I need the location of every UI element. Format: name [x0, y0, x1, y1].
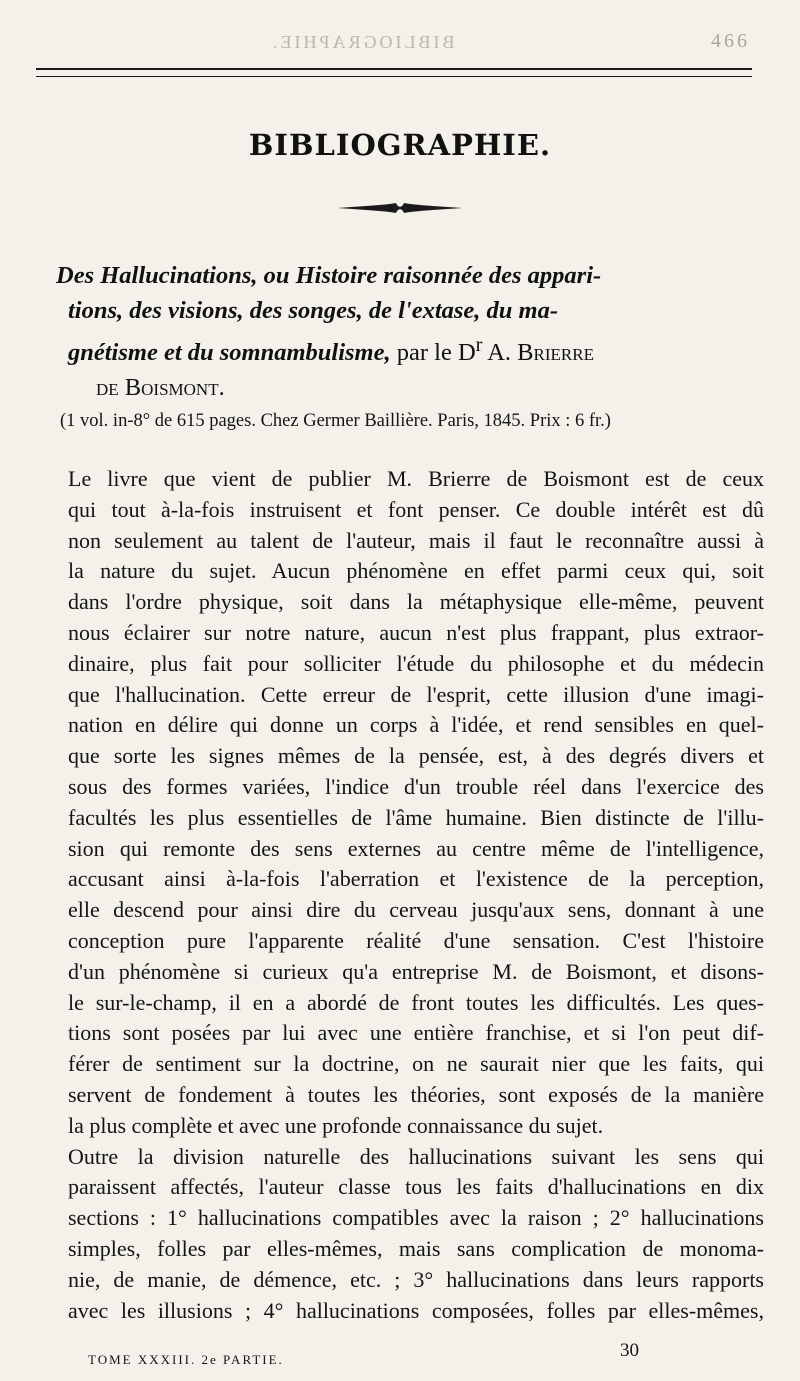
- paragraph-2: [56, 1142, 764, 1327]
- text-line: la plus complète et avec une profonde connaissance du sujet.: [68, 1112, 604, 1138]
- text-line: avec les illusions ; 4° hallucinations composées, folles par elles-mêmes,: [68, 1297, 764, 1323]
- author-name: A. Brierre: [482, 339, 594, 367]
- text-line: conception pure l'apparente réalité d'une sensation. C'est l'histoire: [68, 927, 764, 953]
- title-line-3: gnétisme et du somnambulisme, par le $D^r$ A. Brierre: [68, 334, 594, 367]
- text-line: tions sont posées par lui avec une entière franchise, et si l'on peut dif-: [68, 1020, 764, 1046]
- text-line: d'un phénomène si curieux qu'a entreprise M. de Boismont, et disons-: [68, 958, 764, 984]
- text-line: le sur-le-champ, il en a abordé de front toutes les difficultés. Les ques-: [68, 989, 764, 1015]
- text-line: Outre la division naturelle des hallucinations suivant les sens qui: [68, 1143, 764, 1169]
- text-line: accusant ainsi à-la-fois l'aberration et l'existence de la perception,: [68, 866, 764, 892]
- text-line: sion qui remonte des sens externes au centre même de l'intelligence,: [68, 835, 764, 861]
- by-text: par le D: [390, 339, 476, 367]
- running-head: [40, 28, 760, 58]
- text-line: elle descend pour ainsi dire du cerveau jusqu'aux sens, donnant à une: [68, 897, 764, 923]
- book-entry-title: [56, 258, 764, 405]
- text-line: que sorte les signes mêmes de la pensée, est, à des degrés divers et: [68, 743, 764, 769]
- text-line: nation en délire qui donne un corps à l'idée, et rend sensibles en quel-: [68, 712, 764, 738]
- text-line: servent de fondement à toutes les théories, sont exposés de la manière: [68, 1081, 764, 1107]
- author-name-cont: de Boismont.: [96, 374, 225, 402]
- text-line: nie, de manie, de démence, etc. ; 3° hallucinations dans leurs rapports: [68, 1266, 764, 1292]
- section-title: BIBLIOGRAPHIE.: [248, 128, 552, 162]
- running-head-page-number: 466: [711, 30, 750, 52]
- text-line: paraissent affectés, l'auteur classe tous les faits d'hallucinations en dix: [68, 1174, 764, 1200]
- title-line-1: Des Hallucinations, ou Histoire raisonnée des appari-: [56, 262, 602, 289]
- publication-info: (1 vol. in-8° de 615 pages. Chez Germer Baillière. Paris, 1845. Prix : 6 fr.): [60, 411, 611, 431]
- text-line: Le livre que vient de publier M. Brierre de Boismont est de ceux: [68, 466, 764, 491]
- text-line: non seulement au talent de l'auteur, mais il faut le reconnaître aussi à: [68, 527, 764, 553]
- text-line: sous des formes variées, l'indice d'un trouble réel dans l'exercice des: [68, 773, 764, 799]
- text-line: la nature du sujet. Aucun phénomène en effet parmi ceux qui, soit: [68, 558, 764, 584]
- paragraph-1: [56, 464, 764, 1142]
- text-line: que l'hallucination. Cette erreur de l'esprit, cette illusion d'une imagi-: [68, 681, 764, 707]
- ornament-divider-icon: [336, 200, 464, 216]
- title-line-4: [56, 370, 764, 405]
- text-line: nous éclairer sur notre nature, aucun n'est plus frappant, plus extraor-: [68, 619, 764, 645]
- text-line: férer de sentiment sur la doctrine, on ne saurait nier que les faits, qui: [68, 1051, 764, 1077]
- text-line: sections : 1° hallucinations compatibles avec la raison ; 2° hallucinations: [68, 1205, 764, 1231]
- text-line: qui tout à-la-fois instruisent et font penser. Ce double intérêt est dû: [68, 496, 764, 522]
- text-line: dans l'ordre physique, soit dans la métaphysique elle-même, peuvent: [68, 589, 764, 615]
- text-line: dinaire, plus fait pour solliciter l'étude du philosophe et du médecin: [68, 650, 764, 676]
- review-body: [56, 464, 764, 1326]
- footer-sheet-number: 30: [620, 1340, 639, 1361]
- header-rule: [36, 68, 752, 70]
- header-rule-thin: [36, 76, 752, 77]
- running-head-title: BIBLIOGRAPHIE.: [270, 32, 455, 52]
- by-superscript: r: [475, 334, 483, 356]
- text-line: facultés les plus essentielles de l'âme humaine. Bien distincte de l'illu-: [68, 804, 764, 830]
- title-line-2: tions, des visions, des songes, de l'extase, du ma-: [68, 297, 559, 324]
- footer-volume: TOME XXXIII. 2e PARTIE.: [88, 1352, 284, 1367]
- text-line: simples, folles par elles-mêmes, mais sans complication de monoma-: [68, 1235, 764, 1261]
